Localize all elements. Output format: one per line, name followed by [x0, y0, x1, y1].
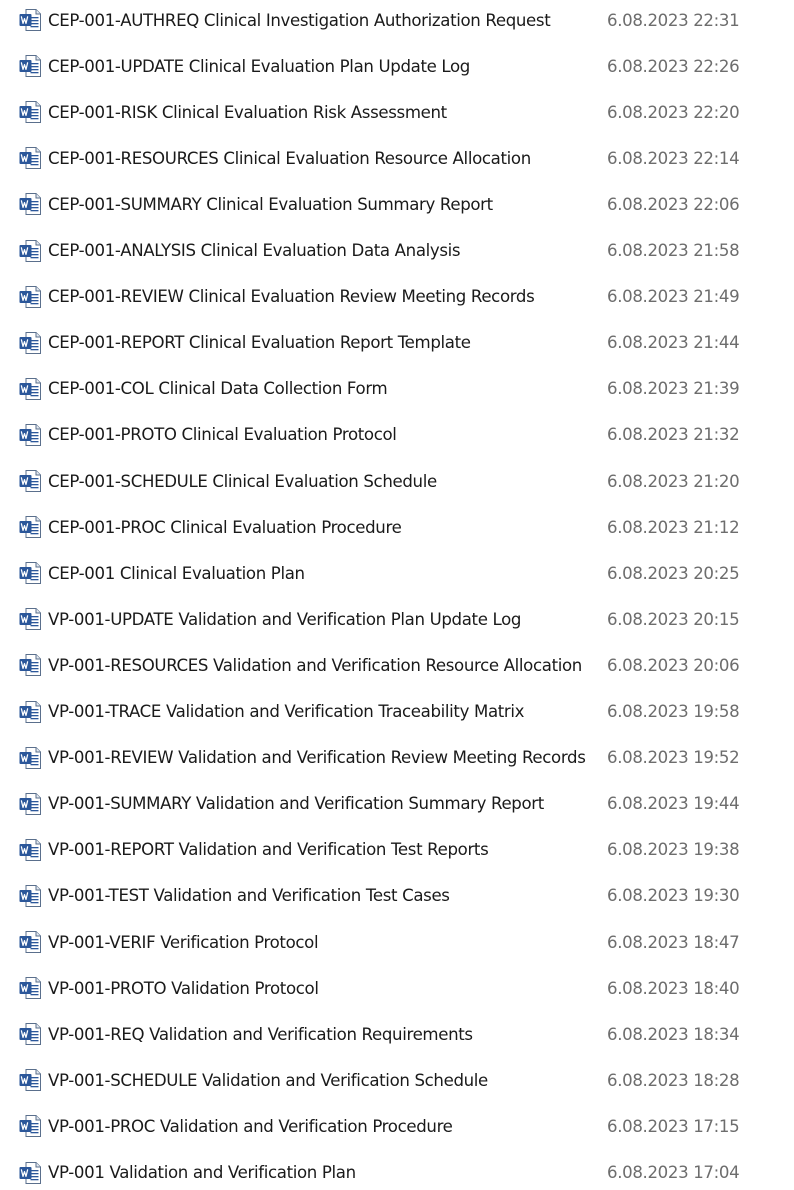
file-name: VP-001-VERIF Verification Protocol — [48, 932, 319, 952]
file-modified-date: 6.08.2023 19:30 — [607, 886, 740, 906]
file-row[interactable] — [0, 43, 794, 89]
file-row[interactable] — [0, 504, 794, 550]
file-name: VP-001-UPDATE Validation and Verification Plan Update Log — [48, 609, 522, 629]
file-modified-date: 6.08.2023 18:47 — [607, 932, 740, 952]
file-modified-date: 6.08.2023 18:34 — [607, 1024, 740, 1044]
file-name: VP-001-TRACE Validation and Verification Traceability Matrix — [48, 702, 525, 721]
word-document-icon — [18, 1114, 42, 1138]
file-row[interactable] — [0, 689, 794, 735]
file-name: VP-001-REQ Validation and Verification Requirements — [48, 1024, 473, 1044]
word-document-icon — [18, 100, 42, 124]
word-document-icon — [18, 792, 42, 816]
word-document-icon — [18, 976, 42, 1000]
file-name: CEP-001-PROTO Clinical Evaluation Protocol — [48, 425, 397, 445]
file-name: CEP-001 Clinical Evaluation Plan — [48, 563, 305, 583]
file-row[interactable] — [0, 1103, 794, 1149]
file-modified-date: 6.08.2023 21:58 — [607, 241, 740, 260]
word-document-icon — [18, 884, 42, 908]
word-document-icon — [18, 423, 42, 447]
file-row[interactable] — [0, 735, 794, 781]
file-name: VP-001-REPORT Validation and Verification Test Reports — [48, 840, 489, 860]
file-row[interactable] — [0, 89, 794, 135]
file-modified-date: 6.08.2023 17:04 — [607, 1163, 740, 1182]
file-modified-date: 6.08.2023 18:40 — [607, 978, 740, 998]
file-modified-date: 6.08.2023 22:26 — [607, 56, 740, 76]
file-row[interactable] — [0, 827, 794, 873]
file-row[interactable] — [0, 1057, 794, 1103]
file-row[interactable] — [0, 228, 794, 274]
file-modified-date: 6.08.2023 21:20 — [607, 471, 740, 491]
word-document-icon — [18, 653, 42, 677]
file-modified-date: 6.08.2023 17:15 — [607, 1116, 740, 1136]
file-name: VP-001 Validation and Verification Plan — [48, 1163, 356, 1182]
file-name: CEP-001-SCHEDULE Clinical Evaluation Schedule — [48, 471, 437, 491]
file-name: VP-001-SUMMARY Validation and Verification Summary Report — [48, 794, 544, 814]
word-document-icon — [18, 469, 42, 493]
file-modified-date: 6.08.2023 20:25 — [607, 563, 740, 583]
word-document-icon — [18, 8, 42, 32]
file-name: VP-001-SCHEDULE Validation and Verification Schedule — [48, 1070, 488, 1090]
file-name: CEP-001-REPORT Clinical Evaluation Report Template — [48, 333, 471, 353]
file-name: VP-001-REVIEW Validation and Verification Review Meeting Records — [48, 748, 586, 768]
file-name: CEP-001-COL Clinical Data Collection Form — [48, 379, 388, 399]
file-name: VP-001-TEST Validation and Verification Test Cases — [48, 886, 450, 906]
file-modified-date: 6.08.2023 19:38 — [607, 840, 740, 860]
word-document-icon — [18, 700, 42, 724]
file-row[interactable] — [0, 596, 794, 642]
file-modified-date: 6.08.2023 19:44 — [607, 794, 740, 814]
file-name: CEP-001-UPDATE Clinical Evaluation Plan Update Log — [48, 56, 470, 76]
file-row[interactable] — [0, 458, 794, 504]
file-row[interactable] — [0, 642, 794, 688]
word-document-icon — [18, 331, 42, 355]
file-name: CEP-001-SUMMARY Clinical Evaluation Summary Report — [48, 194, 493, 214]
file-modified-date: 6.08.2023 19:58 — [607, 702, 740, 721]
word-document-icon — [18, 285, 42, 309]
file-name: VP-001-RESOURCES Validation and Verification Resource Allocation — [48, 655, 582, 675]
file-row[interactable] — [0, 274, 794, 320]
file-name: CEP-001-RESOURCES Clinical Evaluation Resource Allocation — [48, 148, 531, 168]
file-name: CEP-001-RISK Clinical Evaluation Risk Assessment — [48, 102, 447, 122]
word-document-icon — [18, 377, 42, 401]
word-document-icon — [18, 561, 42, 585]
word-document-icon — [18, 146, 42, 170]
file-modified-date: 6.08.2023 21:49 — [607, 287, 740, 307]
file-modified-date: 6.08.2023 22:20 — [607, 102, 740, 122]
word-document-icon — [18, 1022, 42, 1046]
file-modified-date: 6.08.2023 21:39 — [607, 379, 740, 399]
file-row[interactable] — [0, 135, 794, 181]
file-modified-date: 6.08.2023 21:12 — [607, 517, 740, 537]
file-modified-date: 6.08.2023 19:52 — [607, 748, 740, 768]
file-modified-date: 6.08.2023 21:44 — [607, 333, 740, 353]
file-modified-date: 6.08.2023 20:06 — [607, 655, 740, 675]
word-document-icon — [18, 838, 42, 862]
word-document-icon — [18, 746, 42, 770]
file-row[interactable] — [0, 873, 794, 919]
word-document-icon — [18, 192, 42, 216]
file-name: VP-001-PROTO Validation Protocol — [48, 978, 319, 998]
file-name: CEP-001-REVIEW Clinical Evaluation Review Meeting Records — [48, 287, 535, 307]
file-modified-date: 6.08.2023 20:15 — [607, 609, 740, 629]
file-row[interactable] — [0, 320, 794, 366]
file-name: CEP-001-ANALYSIS Clinical Evaluation Data Analysis — [48, 241, 461, 260]
file-name: CEP-001-AUTHREQ Clinical Investigation Authorization Request — [48, 10, 551, 30]
file-name: VP-001-PROC Validation and Verification Procedure — [48, 1116, 453, 1136]
file-row[interactable] — [0, 550, 794, 596]
word-document-icon — [18, 515, 42, 539]
word-document-icon — [18, 930, 42, 954]
file-row[interactable] — [0, 919, 794, 965]
file-modified-date: 6.08.2023 22:14 — [607, 148, 740, 168]
file-row[interactable] — [0, 366, 794, 412]
file-modified-date: 6.08.2023 22:06 — [607, 194, 740, 214]
file-row[interactable] — [0, 1011, 794, 1057]
file-name: CEP-001-PROC Clinical Evaluation Procedure — [48, 517, 402, 537]
file-row[interactable] — [0, 1150, 794, 1190]
file-modified-date: 6.08.2023 22:31 — [607, 10, 740, 30]
word-document-icon — [18, 54, 42, 78]
word-document-icon — [18, 607, 42, 631]
word-document-icon — [18, 239, 42, 263]
file-row[interactable] — [0, 965, 794, 1011]
file-row[interactable] — [0, 0, 794, 43]
file-row[interactable] — [0, 181, 794, 227]
file-row[interactable] — [0, 781, 794, 827]
file-modified-date: 6.08.2023 21:32 — [607, 425, 740, 445]
word-document-icon — [18, 1068, 42, 1092]
word-document-icon — [18, 1161, 42, 1185]
file-modified-date: 6.08.2023 18:28 — [607, 1070, 740, 1090]
file-row[interactable] — [0, 412, 794, 458]
